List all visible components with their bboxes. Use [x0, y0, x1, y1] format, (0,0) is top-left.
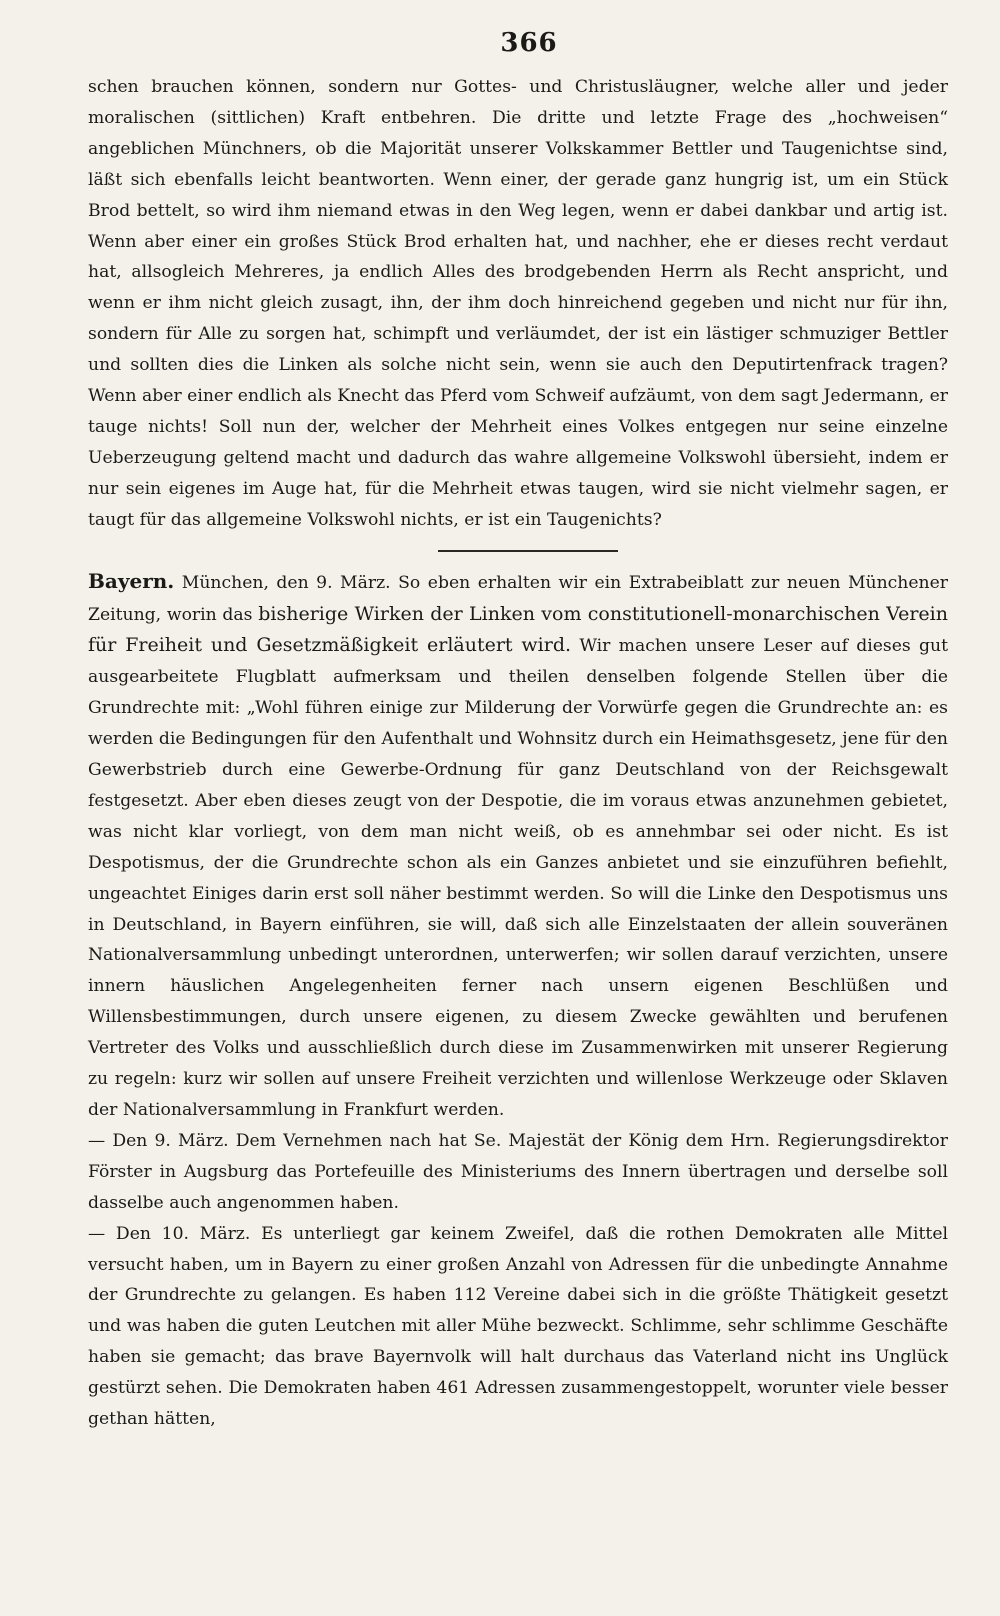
- section-divider: [438, 550, 618, 552]
- paragraph-10-maerz: — Den 10. März. Es unterliegt gar keinem Zweifel, daß die rothen Demokraten alle Mittel versucht haben, um in Bayern zu einer großen Anzahl von Adressen für die unbedingte Annahme der Grundrechte zu gelangen. Es haben 112 Vereine dabei sich in die größte Thätigkeit gesetzt und was haben die guten Leutchen mit aller Mühe bezweckt. Schlimme, sehr schlimme Geschäfte haben sie gemacht; das brave Bayernvolk will halt durchaus das Vaterland nicht ins Unglück gestürzt sehen. Die Demokraten haben 461 Adressen zusammengestoppelt, worunter viele besser gethan hätten,: [88, 1223, 948, 1430]
- page-number: 366: [500, 28, 558, 58]
- dateline-muenchen: München, den 9. März.: [181, 572, 391, 593]
- text-column: [88, 72, 948, 1435]
- bayern-intro: So eben erhalten wir ein Extrabeiblatt zur neuen Münchener Zeitung, worin das: [88, 572, 949, 625]
- paragraph-taugenichts: schen brauchen können, sondern nur Gottes- und Christusläugner, welche aller und jeder moralischen (sittlichen) Kraft entbehren. Die dritte und letzte Frage des „hochweisen“ angeblichen Münchners, ob die Majorität unserer Volkskammer Bettler und Taugenichtse sind, läßt sich ebenfalls leicht beantworten. Wenn einer, der gerade ganz hungrig ist, um ein Stück Brod bettelt, so wird ihm niemand etwas in den Weg legen, wenn er dabei dankbar und artig ist. Wenn aber einer ein großes Stück Brod erhalten hat, und nachher, ehe er dieses recht verdaut hat, allsogleich Mehreres, ja endlich Alles des brodgebenden Herrn als Recht anspricht, und wenn er ihm nicht gleich zusagt, ihn, der ihm doch hinreichend gegeben und nicht nur für ihn, sondern für Alle zu sorgen hat, schimpft und verläumdet, der ist ein lästiger schmuziger Bettler und sollten dies die Linken als solche nicht sein, wenn sie auch den Deputirtenfrack tragen? Wenn aber einer endlich als Knecht das Pferd vom Schweif aufzäumt, von dem sagt Jedermann, er tauge nichts! Soll nun der, welcher der Mehrheit eines Volkes entgegen nur seine einzelne Ueberzeugung geltend macht und dadurch das wahre allgemeine Volkswohl übersieht, indem er nur sein eigenes im Auge hat, für die Mehrheit etwas taugen, wird sie nicht vielmehr sagen, er taugt für das allgemeine Volkswohl nichts, er ist ein Taugenichts?: [88, 77, 948, 530]
- bayern-body: Wir machen unsere Leser auf dieses gut ausgearbeitete Flugblatt aufmerksam und theilen denselben folgende Stellen über die Grundrechte mit: „Wohl führen einige zur Milderung der Vorwürfe gegen die Grundrechte an: es werden die Bedingungen für den Aufenthalt und Wohnsitz durch ein Heimathsgesetz, jene für den Gewerbstrieb durch eine Gewerbe-Ordnung für ganz Deutschland von der Reichsgewalt festgesetzt. Aber eben dieses zeugt von der Despotie, die im voraus etwas anzunehmen gebietet, was nicht klar vorliegt, von dem man nicht weiß, ob es annehmbar sei oder nicht. Es ist Despotismus, der die Grundrechte schon als ein Ganzes anbietet und sie einzuführen befiehlt, ungeachtet Einiges darin erst soll näher bestimmt werden. So will die Linke den Despotismus uns in Deutschland, in Bayern einführen, sie will, daß sich alle Einzelstaaten der allein souveränen Nationalversammlung unbedingt unterordnen, unterwerfen; wir sollen darauf verzichten, unsere innern häuslichen Angelegenheiten ferner nach unsern eigenen Beschlüßen und Willensbestimmungen, durch unsere eigenen, zu diesem Zwecke gewählten und berufenen Vertreter des Volks und ausschließlich durch diese im Zusammenwirken mit unserer Regierung zu regeln: kurz wir sollen auf unsere Freiheit verzichten und willenlose Werkzeuge oder Sklaven der Nationalversammlung in Frankfurt werden.: [88, 636, 948, 1120]
- bayern-highlight: bisherige Wirken der Linken vom constitutionell-monarchischen Verein für Freiheit und Gesetzmäßigkeit erläutert wird.: [88, 602, 948, 657]
- paragraph-9-maerz: — Den 9. März. Dem Vernehmen nach hat Se. Majestät der König dem Hrn. Regierungsdirektor Förster in Augsburg das Portefeuille des Ministeriums des Innern übertragen und derselbe soll dasselbe auch angenommen haben.: [88, 1130, 948, 1213]
- section-heading-bayern: Bayern.: [88, 568, 175, 593]
- paragraph-bayern: [88, 566, 948, 1126]
